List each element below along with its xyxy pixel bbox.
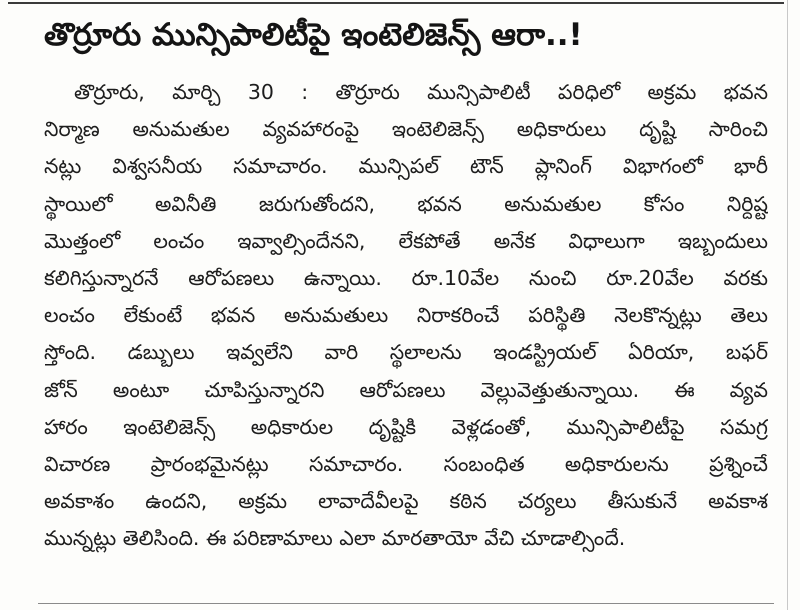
article-body (44, 74, 768, 557)
article-headline: తొర్రూరు మున్సిపాలిటీపై ఇంటెలిజెన్స్ ఆరా..! (44, 17, 583, 53)
article-line: స్థాయిలో అవినీతి జరుగుతోందని, భవన అనుమతుల కోసం నిర్దిష్ట (44, 191, 768, 216)
article-line: విచారణ ప్రారంభమైనట్లు సమాచారం. సంబంధిత అధికారులను ప్రశ్నించే (44, 451, 768, 476)
article-line: నట్లు విశ్వసనీయ సమాచారం. మున్సిపల్ టౌన్ ప్లానింగ్ విభాగంలో భారీ (44, 154, 768, 179)
bottom-border-rule (38, 603, 774, 604)
article-line: లంచం లేకుంటే భవన అనుమతులు నిరాకరించే పరిస్థితి నెలకొన్నట్లు తెలు (44, 303, 768, 328)
top-border-rule (8, 2, 784, 4)
article-line: స్తోంది. డబ్బులు ఇవ్వలేని వారి స్థలాలను ఇండస్ట్రియల్ ఏరియా, బఫర్ (44, 340, 768, 365)
article-line: అవకాశం ఉందని, అక్రమ లావాదేవీలపై కఠిన చర్యలు తీసుకునే అవకాశ (44, 489, 768, 514)
article-line: మొత్తంలో లంచం ఇవ్వాల్సిందేనని, లేకపోతే అనేక విధాలుగా ఇబ్బందులు (44, 228, 768, 253)
article-line: కలిగిస్తున్నారనే ఆరోపణలు ఉన్నాయి. రూ.10వేల నుంచి రూ.20వేల వరకు (44, 265, 768, 290)
article-line: నిర్మాణ అనుమతుల వ్యవహారంపై ఇంటెలిజెన్స్ అధికారులు దృష్టి సారించి (44, 117, 768, 142)
article-line: తొర్రూరు, మార్చి 30 : తొర్రూరు మున్సిపాలిటీ పరిధిలో అక్రమ భవన (74, 80, 768, 104)
article-line: మున్నట్లు తెలిసింది. ఈ పరిణామాలు ఎలా మారతాయో వేచి చూడాల్సిందే. (44, 526, 626, 551)
right-edge-rule (787, 0, 788, 610)
article-line: జోన్ అంటూ చూపిస్తున్నారని ఆరోపణలు వెల్లువెత్తుతున్నాయి. ఈ వ్యవ (44, 377, 768, 402)
article-line: హారం ఇంటెలిజెన్స్ అధికారుల దృష్టికి వెళ్లడంతో, మున్సిపాలిటీపై సమగ్ర (44, 414, 768, 439)
